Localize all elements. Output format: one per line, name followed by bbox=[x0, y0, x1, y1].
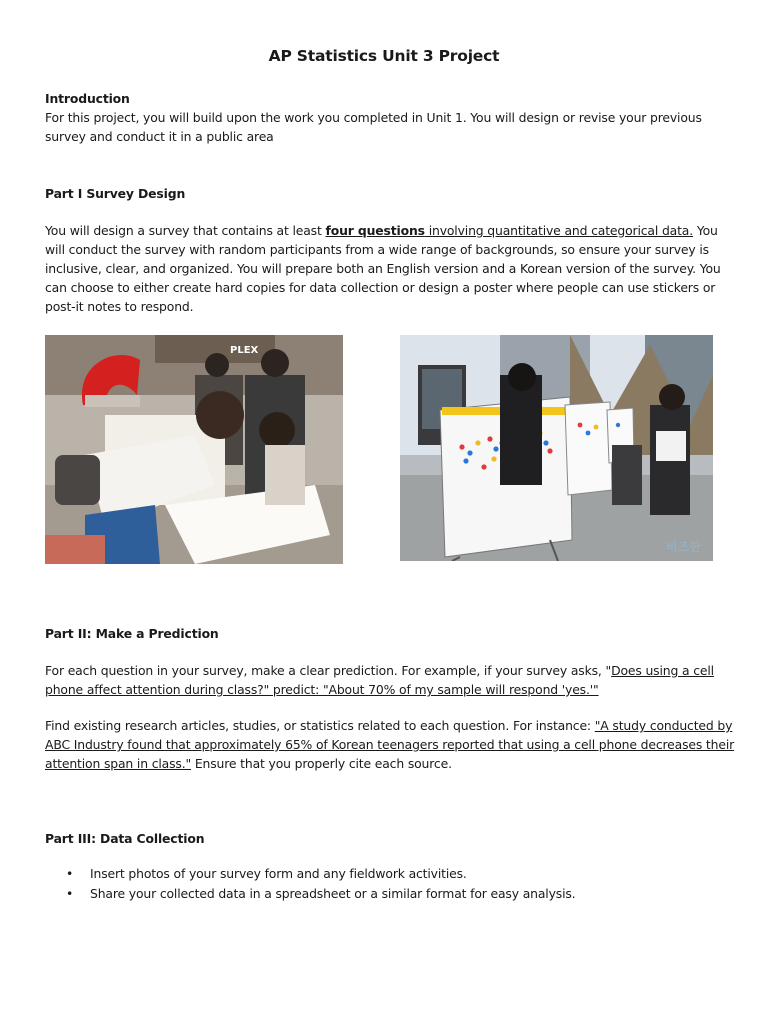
survey-photo-posters-image bbox=[400, 335, 713, 561]
part2-heading: Part II: Make a Prediction bbox=[45, 626, 219, 641]
part1-text-post: You will conduct the survey with random participants from a wide range of backgrounds, so ensure your survey is inclusive, clear, and organized. You will prepare both an English version and a Korean version of the survey. You can choose to either create hard copies for data collection or design a poster where people can use stickers or post-it notes to respond. bbox=[45, 223, 721, 314]
intro-paragraph: For this project, you will build upon the work you completed in Unit 1. You will design or revise your previous survey and conduct it in a public area bbox=[45, 110, 702, 144]
intro-heading: Introduction bbox=[45, 91, 130, 106]
part2-paragraph-2 bbox=[45, 716, 735, 773]
page-title: AP Statistics Unit 3 Project bbox=[268, 47, 500, 65]
part1-text-bold: four questions bbox=[325, 223, 425, 238]
part1-text-underlined: involving quantitative and categorical data. bbox=[424, 223, 694, 238]
part2-p1-pre: For each question in your survey, make a clear prediction. For example, if your survey asks, " bbox=[45, 663, 612, 678]
part2-p1-example: Does using a cell phone affect attention during class?" predict: "About 70% of my sample will respond 'yes.'" bbox=[45, 663, 714, 697]
part1-text-pre: You will design a survey that contains at least bbox=[45, 223, 326, 238]
survey-photo-posters bbox=[400, 335, 713, 561]
part3-bullet-list bbox=[66, 864, 716, 904]
part2-p2-post: Ensure that you properly cite each source. bbox=[191, 756, 452, 771]
survey-photo-writing-image bbox=[45, 335, 343, 564]
photo-sign-text: PLEX bbox=[230, 345, 259, 356]
part2-paragraph-1 bbox=[45, 661, 735, 699]
bullet-item: • Insert photos of your survey form and any fieldwork activities. bbox=[66, 864, 716, 884]
part2-p2-quote: "A study conducted by ABC Industry found that approximately 65% of Korean teenagers reported that using a cell phone decreases their attention span in class." bbox=[45, 718, 735, 771]
photo-watermark: 비즈한 bbox=[666, 540, 701, 554]
survey-photo-writing bbox=[45, 335, 343, 564]
part2-p2-pre: Find existing research articles, studies, or statistics related to each question. For instance: bbox=[45, 718, 595, 733]
part1-paragraph bbox=[45, 221, 735, 316]
part1-heading: Part I Survey Design bbox=[45, 186, 186, 201]
bullet-item: • Share your collected data in a spreadsheet or a similar format for easy analysis. bbox=[66, 884, 716, 904]
part3-heading: Part III: Data Collection bbox=[45, 831, 205, 846]
